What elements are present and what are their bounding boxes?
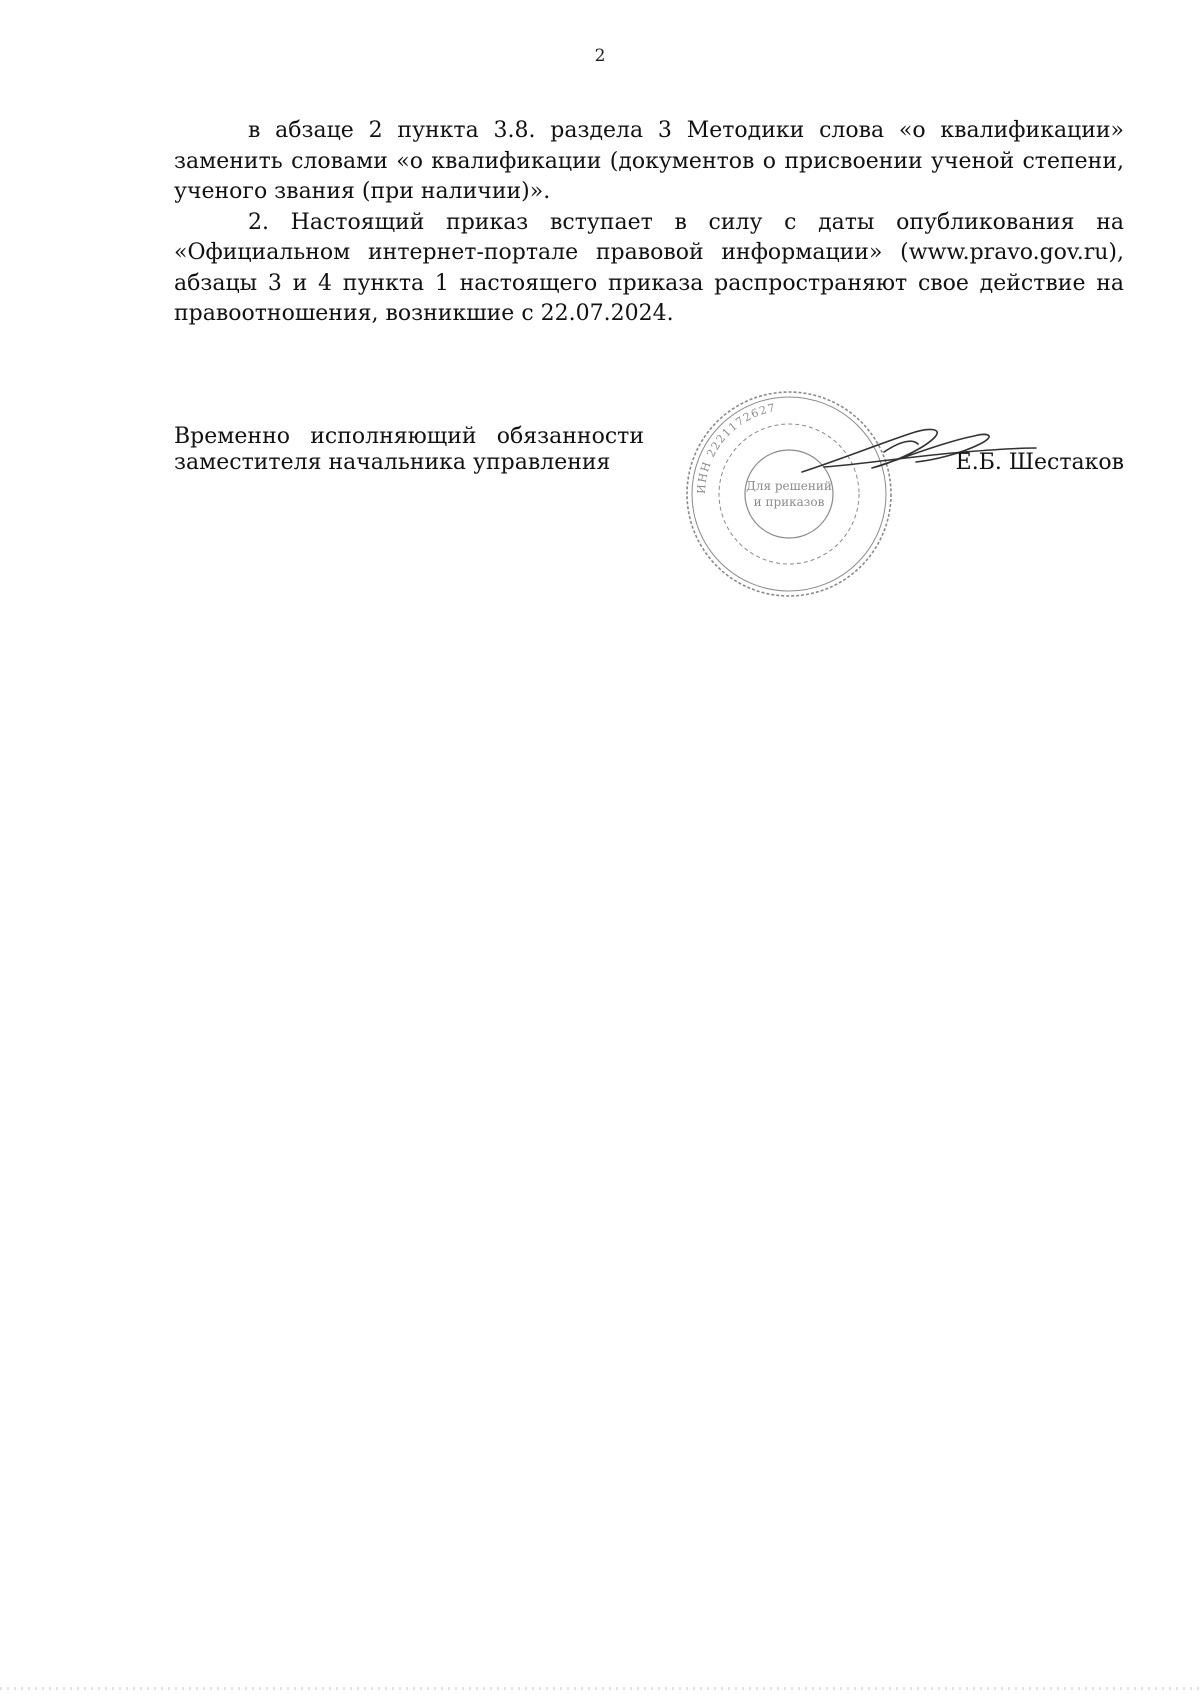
stamp-inner-text-1: Для решений [746,479,832,493]
signer-name: Е.Б. Шестаков [955,450,1124,475]
paragraph-entry-into-force: 2. Настоящий приказ вступает в силу с даты опубликования на «Официальном интернет-портале правовой информации» (www.pravo.gov.ru), абзацы 3 и 4 пункта 1 настоящего приказа распространяют свое действие на правоотношения, возникшие с 22.07.2024. [174,209,1124,326]
stamp-inner-text-2: и приказов [753,495,825,509]
scan-artifact-line [0,1687,1200,1690]
stamp-ring-text: ИНН 2221172627 [694,401,778,495]
paragraph-amendment: в абзаце 2 пункта 3.8. раздела 3 Методики слова «о квалификации» заменить словами «о квалификации (документов о присвоении ученой степени, ученого звания (при наличии)». [174,118,1124,204]
signer-position-line-2: заместителя начальника управления [174,450,611,475]
signer-position-line-1: Временно исполняющий обязанности [174,424,644,449]
signature-block [174,401,1124,624]
signer-position [174,424,644,476]
page-number: 2 [594,46,606,66]
document-body [174,116,1124,330]
